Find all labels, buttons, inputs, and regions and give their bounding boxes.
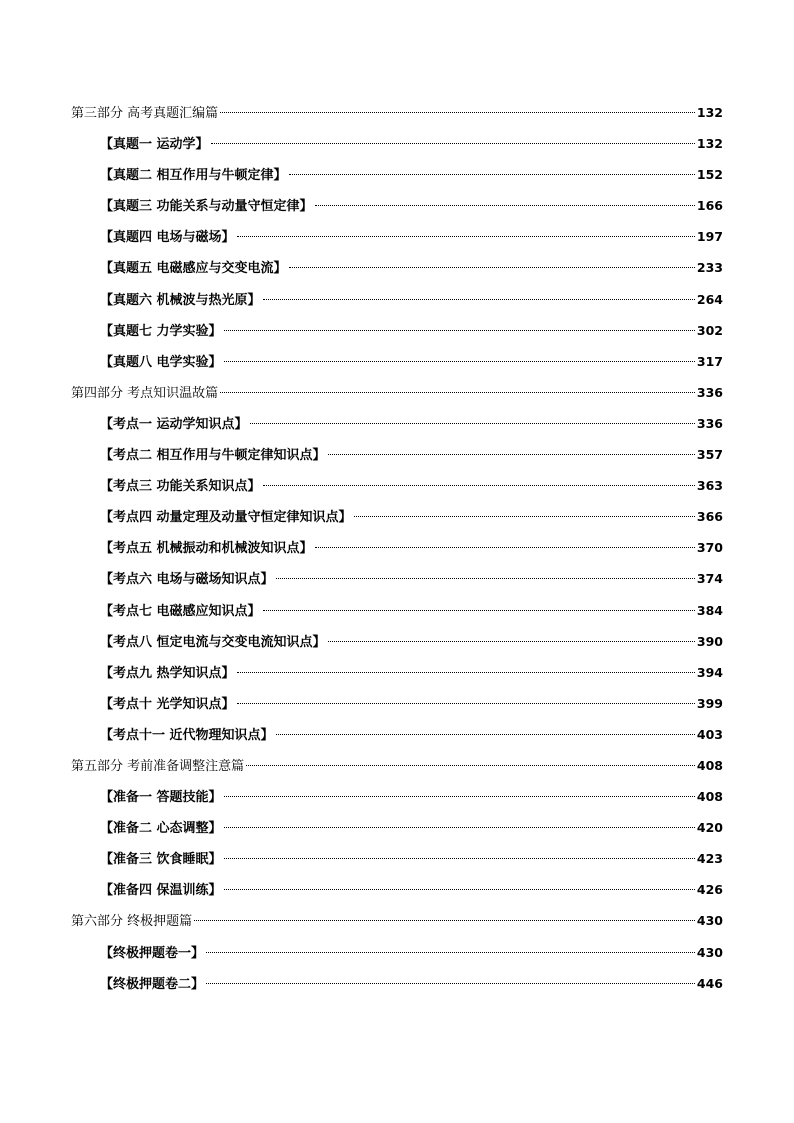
toc-entry-page-number: 336 xyxy=(696,384,723,400)
dot-leader xyxy=(206,983,695,984)
dot-leader xyxy=(315,205,695,206)
toc-entry-title: 【终极押题卷一】 xyxy=(100,945,205,961)
toc-entry-title: 【真题一 运动学】 xyxy=(100,137,209,153)
toc-entry-title: 【终极押题卷二】 xyxy=(100,976,205,992)
toc-entry-page-number: 446 xyxy=(696,975,723,991)
dot-leader xyxy=(250,423,695,424)
toc-entry-page-number: 357 xyxy=(696,447,723,463)
dot-leader xyxy=(315,547,695,548)
toc-entry-page-number: 366 xyxy=(696,509,723,525)
toc-entry-page-number: 336 xyxy=(696,415,723,431)
toc-entry-line xyxy=(100,973,723,992)
toc-entry-line xyxy=(100,631,723,650)
dot-leader xyxy=(289,174,695,175)
dot-leader xyxy=(206,952,695,953)
dot-leader xyxy=(354,516,695,517)
toc-part-entry[interactable] xyxy=(0,905,794,936)
toc-section-entry[interactable] xyxy=(0,408,794,439)
dot-leader xyxy=(246,765,695,766)
dot-leader xyxy=(328,641,695,642)
dot-leader xyxy=(276,578,695,579)
toc-entry-title: 第三部分 高考真题汇编篇 xyxy=(71,106,219,121)
toc-entry-page-number: 430 xyxy=(696,913,723,929)
toc-entry-title: 【考点十 光学知识点】 xyxy=(100,696,235,712)
toc-section-entry[interactable] xyxy=(0,346,794,377)
toc-entry-page-number: 408 xyxy=(696,757,723,773)
toc-section-entry[interactable] xyxy=(0,532,794,563)
toc-section-entry[interactable] xyxy=(0,843,794,874)
toc-entry-page-number: 426 xyxy=(696,882,723,898)
toc-entry-page-number: 384 xyxy=(696,602,723,618)
toc-section-entry[interactable] xyxy=(0,626,794,657)
dot-leader xyxy=(220,392,695,393)
toc-entry-page-number: 363 xyxy=(696,478,723,494)
toc-entry-title: 【考点二 相互作用与牛顿定律知识点】 xyxy=(100,448,326,464)
toc-entry-line xyxy=(100,133,723,152)
toc-entry-line xyxy=(100,506,723,525)
toc-entry-page-number: 394 xyxy=(696,664,723,680)
toc-entry-line xyxy=(71,102,723,121)
toc-entry-page-number: 152 xyxy=(696,167,723,183)
toc-entry-title: 【考点九 热学知识点】 xyxy=(100,665,235,681)
toc-entry-line xyxy=(100,351,723,370)
toc-entry-title: 【真题三 功能关系与动量守恒定律】 xyxy=(100,199,313,215)
dot-leader xyxy=(220,112,695,113)
dot-leader xyxy=(237,672,695,673)
toc-entry-page-number: 166 xyxy=(696,198,723,214)
toc-entry-title: 【考点六 电场与磁场知识点】 xyxy=(100,572,274,588)
toc-entry-page-number: 420 xyxy=(696,820,723,836)
toc-entry-line xyxy=(100,257,723,276)
toc-entry-page-number: 233 xyxy=(696,260,723,276)
toc-section-entry[interactable] xyxy=(0,284,794,315)
toc-section-entry[interactable] xyxy=(0,128,794,159)
dot-leader xyxy=(224,827,695,828)
toc-entry-title: 【考点五 机械振动和机械波知识点】 xyxy=(100,541,313,557)
toc-part-entry[interactable] xyxy=(0,750,794,781)
dot-leader xyxy=(276,734,695,735)
toc-entry-page-number: 264 xyxy=(696,291,723,307)
toc-entry-line xyxy=(100,786,723,805)
toc-entry-line xyxy=(100,942,723,961)
toc-entry-page-number: 408 xyxy=(696,789,723,805)
toc-entry-page-number: 374 xyxy=(696,571,723,587)
toc-entry-title: 【准备四 保温训练】 xyxy=(100,883,222,899)
toc-section-entry[interactable] xyxy=(0,781,794,812)
toc-entry-title: 【考点四 动量定理及动量守恒定律知识点】 xyxy=(100,510,352,526)
toc-entry-page-number: 399 xyxy=(696,695,723,711)
toc-entry-page-number: 302 xyxy=(696,322,723,338)
toc-entry-line xyxy=(100,444,723,463)
toc-entry-line xyxy=(100,662,723,681)
toc-entry-title: 【真题七 力学实验】 xyxy=(100,323,222,339)
toc-section-entry[interactable] xyxy=(0,595,794,626)
toc-entry-page-number: 132 xyxy=(696,105,723,120)
toc-section-entry[interactable] xyxy=(0,221,794,252)
toc-entry-line xyxy=(100,164,723,183)
toc-entry-page-number: 197 xyxy=(696,229,723,245)
toc-entry-title: 【真题八 电学实验】 xyxy=(100,354,222,370)
toc-section-entry[interactable] xyxy=(0,159,794,190)
toc-entry-title: 【真题二 相互作用与牛顿定律】 xyxy=(100,168,287,184)
toc-entry-line xyxy=(100,537,723,556)
toc-entry-line xyxy=(100,320,723,339)
toc-entry-line xyxy=(100,848,723,867)
toc-entry-page-number: 430 xyxy=(696,944,723,960)
toc-section-entry[interactable] xyxy=(0,719,794,750)
dot-leader xyxy=(263,485,695,486)
toc-entry-title: 【真题六 机械波与热光原】 xyxy=(100,292,261,308)
toc-entry-line xyxy=(100,413,723,432)
dot-leader xyxy=(263,610,695,611)
dot-leader xyxy=(237,703,695,704)
toc-entry-line xyxy=(100,289,723,308)
toc-entry-line xyxy=(100,879,723,898)
toc-entry-line xyxy=(71,755,723,774)
toc-entry-line xyxy=(100,475,723,494)
toc-section-entry[interactable] xyxy=(0,937,794,968)
toc-section-entry[interactable] xyxy=(0,252,794,283)
dot-leader xyxy=(224,889,695,890)
dot-leader xyxy=(289,267,695,268)
toc-entry-title: 【考点八 恒定电流与交变电流知识点】 xyxy=(100,634,326,650)
dot-leader xyxy=(194,920,695,921)
dot-leader xyxy=(328,454,695,455)
dot-leader xyxy=(224,796,695,797)
toc-section-entry[interactable] xyxy=(0,688,794,719)
toc-part-entry[interactable] xyxy=(0,377,794,408)
toc-section-entry[interactable] xyxy=(0,315,794,346)
toc-section-entry[interactable] xyxy=(0,190,794,221)
toc-entry-title: 第六部分 终极押题篇 xyxy=(71,914,193,930)
toc-section-entry[interactable] xyxy=(0,874,794,905)
toc-entry-page-number: 403 xyxy=(696,726,723,742)
dot-leader xyxy=(211,143,695,144)
dot-leader xyxy=(263,299,695,300)
toc-entry-title: 【准备三 饮食睡眠】 xyxy=(100,852,222,868)
toc-part-entry[interactable] xyxy=(0,97,794,128)
toc-entry-title: 【准备二 心态调整】 xyxy=(100,821,222,837)
toc-section-entry[interactable] xyxy=(0,470,794,501)
table-of-contents xyxy=(0,97,794,999)
toc-entry-page-number: 317 xyxy=(696,353,723,369)
toc-entry-line xyxy=(100,600,723,619)
toc-entry-page-number: 423 xyxy=(696,851,723,867)
toc-entry-page-number: 132 xyxy=(696,136,723,152)
toc-entry-title: 【真题五 电磁感应与交变电流】 xyxy=(100,261,287,277)
toc-entry-title: 第四部分 考点知识温故篇 xyxy=(71,385,219,401)
toc-entry-line xyxy=(100,226,723,245)
toc-section-entry[interactable] xyxy=(0,439,794,470)
dot-leader xyxy=(224,858,695,859)
dot-leader xyxy=(224,361,695,362)
toc-section-entry[interactable] xyxy=(0,812,794,843)
toc-entry-line xyxy=(71,382,723,401)
dot-leader xyxy=(237,236,695,237)
toc-entry-title: 【准备一 答题技能】 xyxy=(100,790,222,806)
toc-entry-line xyxy=(71,910,723,929)
toc-section-entry[interactable] xyxy=(0,563,794,594)
toc-entry-title: 第五部分 考前准备调整注意篇 xyxy=(71,758,245,774)
toc-entry-line xyxy=(100,693,723,712)
toc-section-entry[interactable] xyxy=(0,501,794,532)
toc-entry-page-number: 390 xyxy=(696,633,723,649)
toc-entry-title: 【考点三 功能关系知识点】 xyxy=(100,479,261,495)
toc-entry-title: 【真题四 电场与磁场】 xyxy=(100,230,235,246)
toc-entry-line xyxy=(100,724,723,743)
toc-entry-line xyxy=(100,817,723,836)
toc-entry-title: 【考点七 电磁感应知识点】 xyxy=(100,603,261,619)
toc-entry-page-number: 370 xyxy=(696,540,723,556)
dot-leader xyxy=(224,330,695,331)
toc-section-entry[interactable] xyxy=(0,657,794,688)
toc-entry-line xyxy=(100,195,723,214)
toc-entry-line xyxy=(100,568,723,587)
toc-entry-title: 【考点一 运动学知识点】 xyxy=(100,416,248,432)
toc-entry-title: 【考点十一 近代物理知识点】 xyxy=(100,727,274,743)
toc-section-entry[interactable] xyxy=(0,968,794,999)
